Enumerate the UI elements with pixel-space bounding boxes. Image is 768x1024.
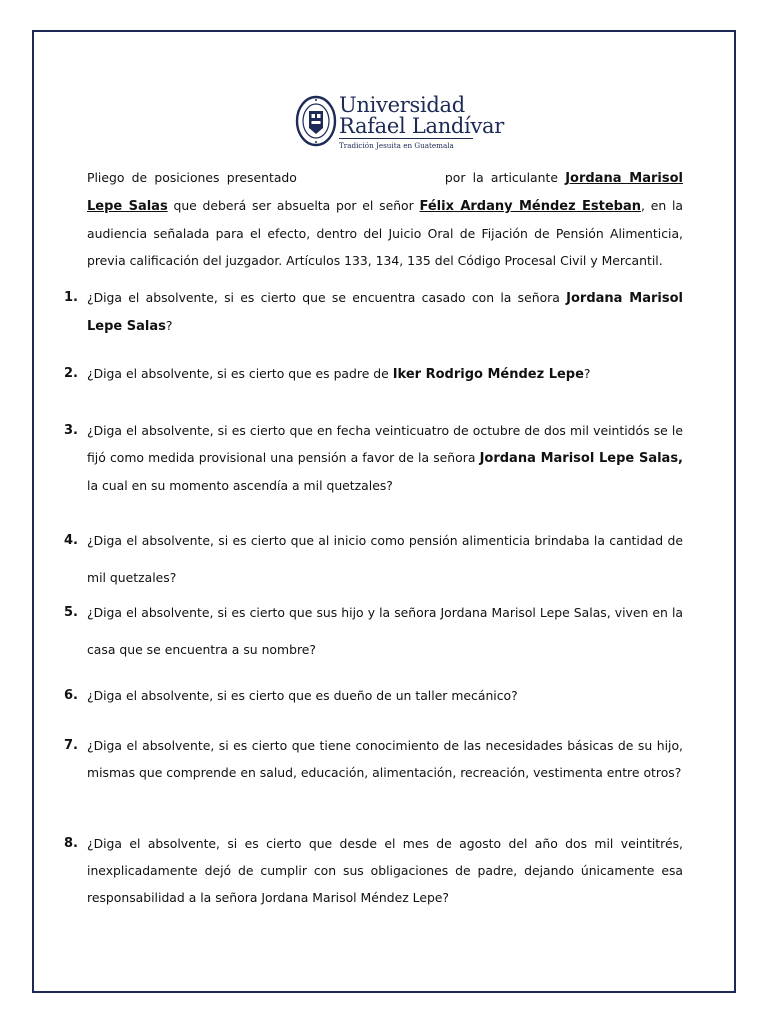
question-number: 5. (64, 605, 78, 620)
question-number: 2. (64, 366, 78, 381)
question-item (64, 732, 683, 786)
logo-name-line1: Universidad (339, 93, 465, 117)
question-text: ¿Diga el absolvente, si es cierto que se encuentra casado con la señora Jordana Marisol Lepe Salas? (87, 290, 684, 334)
question-item (64, 594, 683, 668)
question-text: ¿Diga el absolvente, si es cierto que desde el mes de agosto del año dos mil veintitrés, inexplicadamente dejó de cumplir con sus obligaciones de padre, dejando únicamente esa responsabilidad a la señora Jordana Marisol Méndez Lepe? (87, 836, 683, 905)
question-number: 7. (64, 738, 78, 753)
logo-motto: Tradición Jesuita en Guatemala (339, 141, 454, 150)
question-number: 3. (64, 423, 78, 438)
question-number: 8. (64, 836, 78, 851)
articulante-name: Jordana Marisol Lepe Salas (87, 171, 683, 214)
question-item (64, 364, 683, 385)
question-item (64, 522, 683, 596)
question-item (64, 830, 683, 911)
question-highlight: Jordana Marisol Lepe Salas, (479, 451, 683, 466)
question-number: 1. (64, 290, 78, 305)
question-text: ¿Diga el absolvente, si es cierto que sus hijo y la señora Jordana Marisol Lepe Salas, viven en la casa que se encuentra a su nombre? (87, 605, 683, 657)
question-item (64, 284, 683, 340)
intro-text-4: , en la audiencia señalada para el efecto, dentro del Juicio Oral de Fijación de Pensión Alimenticia, previa calificación del juzgador. Artículos 133, 134, 135 del Código Procesal Civil y Mercantil. (87, 198, 683, 268)
question-item (64, 686, 683, 706)
question-text: ¿Diga el absolvente, si es cierto que es padre de Iker Rodrigo Méndez Lepe? (87, 366, 591, 382)
question-text: ¿Diga el absolvente, si es cierto que en fecha veinticuatro de octubre de dos mil veintidós se le fijó como medida provisional una pensión a favor de la señora Jordana Marisol Lepe Salas, la cual en su momento ascendía a mil quetzales? (87, 423, 683, 493)
logo-name-line2: Rafael Landívar (339, 114, 504, 138)
question-text: ¿Diga el absolvente, si es cierto que tiene conocimiento de las necesidades básicas de su hijo, mismas que comprende en salud, educación, alimentación, recreación, vestimenta entre otros? (87, 738, 683, 780)
intro-text-1: Pliego de posiciones presentado (87, 170, 297, 185)
question-text: ¿Diga el absolvente, si es cierto que al inicio como pensión alimenticia brindaba la cantidad de mil quetzales? (87, 533, 683, 585)
question-text: ¿Diga el absolvente, si es cierto que es dueño de un taller mecánico? (87, 688, 518, 703)
intro-text-2: por la articulante (444, 170, 558, 185)
university-seal-icon (295, 93, 337, 149)
question-number: 4. (64, 533, 78, 548)
question-highlight: Jordana Marisol Lepe Salas (87, 291, 684, 334)
absolvente-name: Félix Ardany Méndez Esteban (419, 199, 642, 214)
intro-text-3: que deberá ser absuelta por el señor (167, 198, 414, 213)
university-logo (295, 93, 504, 155)
question-highlight: Iker Rodrigo Méndez Lepe (392, 367, 584, 382)
question-number: 6. (64, 688, 78, 703)
logo-divider (339, 138, 473, 139)
intro-paragraph (87, 164, 683, 274)
question-item (64, 417, 683, 499)
